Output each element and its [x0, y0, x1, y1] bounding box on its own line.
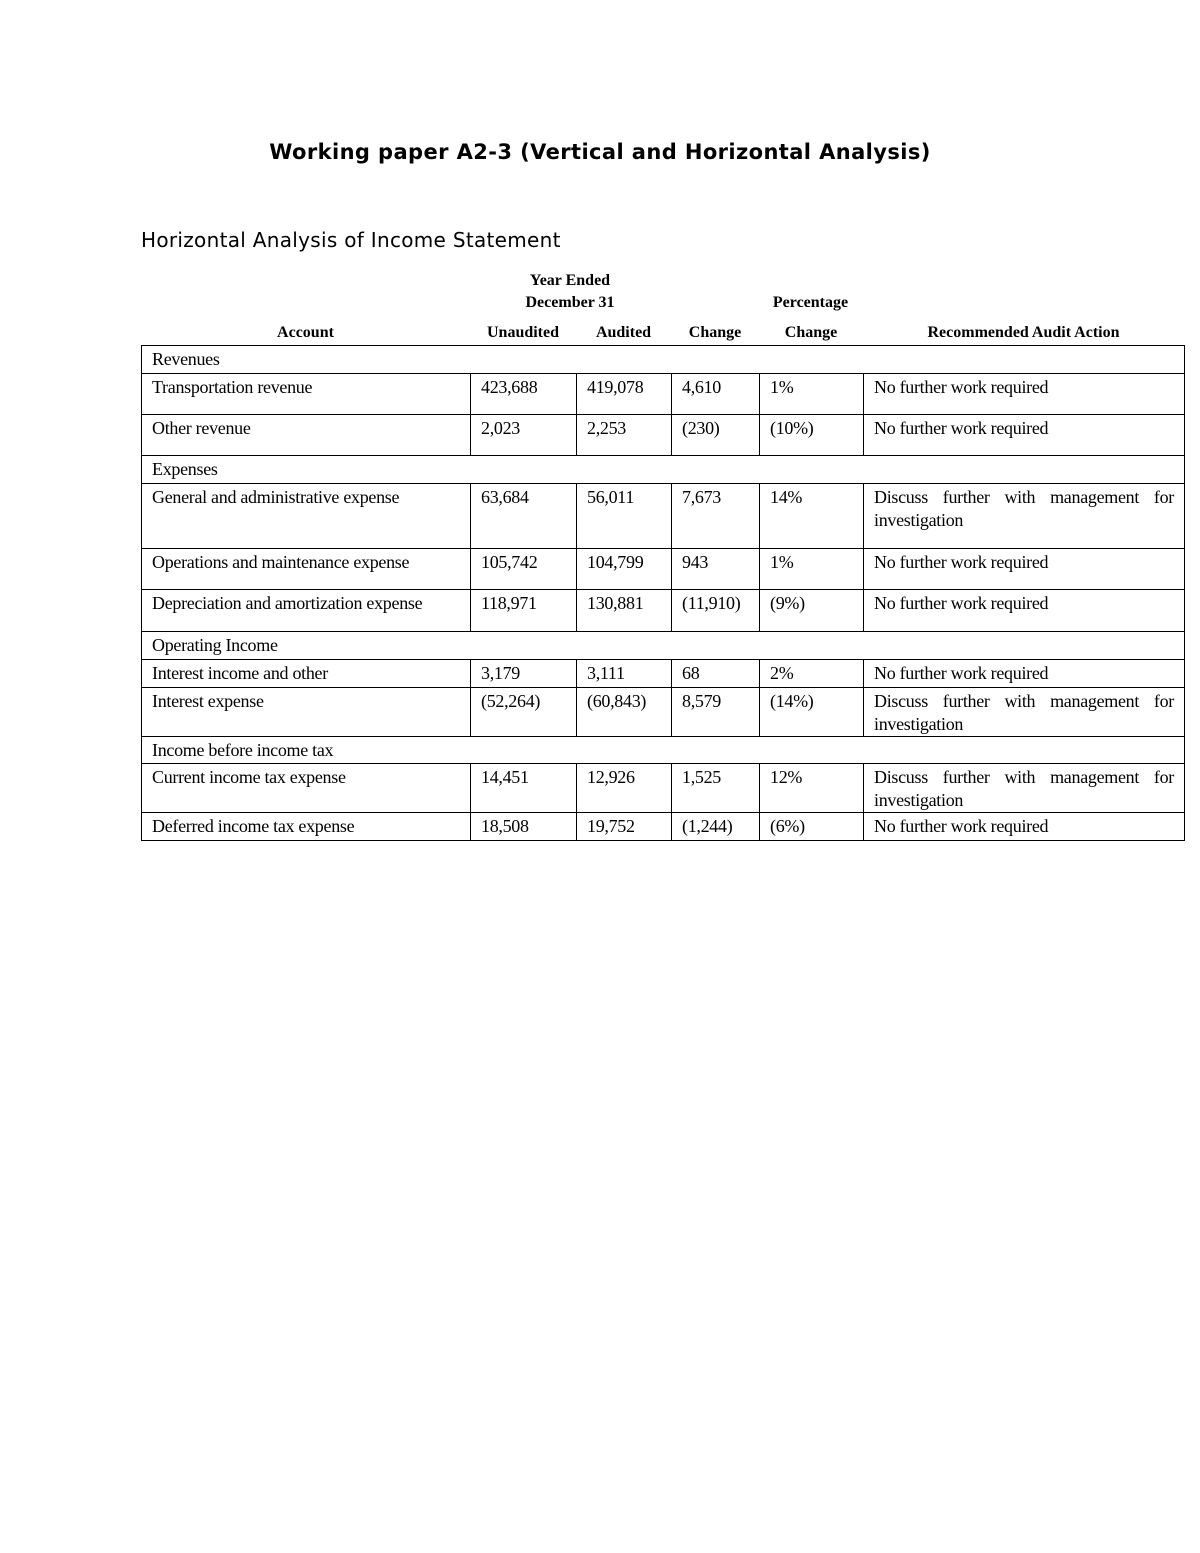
change-cell: 4,610: [672, 374, 760, 415]
section-label: Revenues: [142, 346, 1185, 374]
account-cell: Current income tax expense: [142, 764, 471, 813]
account-cell: Other revenue: [142, 415, 471, 456]
change-cell: (11,910): [672, 590, 760, 632]
table-row: [142, 590, 1185, 632]
december-31-label: December 31: [525, 294, 615, 311]
change-cell: 943: [672, 549, 760, 590]
percent-change-cell: 2%: [760, 660, 864, 688]
percent-change-cell: (14%): [760, 688, 864, 737]
table-row: [142, 688, 1185, 737]
table-row: [142, 660, 1185, 688]
account-cell: Operations and maintenance expense: [142, 549, 471, 590]
unaudited-cell: 18,508: [471, 813, 577, 841]
unaudited-cell: (52,264): [471, 688, 577, 737]
audit-action-cell: No further work required: [864, 590, 1185, 632]
change-cell: (1,244): [672, 813, 760, 841]
section-row: [142, 632, 1185, 660]
audited-cell: 12,926: [577, 764, 672, 813]
change-cell: 8,579: [672, 688, 760, 737]
percent-change-cell: (10%): [760, 415, 864, 456]
audit-action-cell: No further work required: [864, 415, 1185, 456]
document-subtitle: Horizontal Analysis of Income Statement: [141, 228, 561, 252]
audit-action-cell: No further work required: [864, 813, 1185, 841]
percent-change-cell: 1%: [760, 549, 864, 590]
percent-change-cell: (6%): [760, 813, 864, 841]
section-label: Expenses: [142, 456, 1185, 484]
audited-cell: 104,799: [577, 549, 672, 590]
audit-action-cell: Discuss further with management for investigation: [864, 688, 1185, 737]
year-ended-label: Year Ended: [529, 272, 611, 289]
section-label: Income before income tax: [142, 737, 1185, 764]
audit-action-cell: No further work required: [864, 549, 1185, 590]
table-row: [142, 484, 1185, 549]
percent-change-cell: 12%: [760, 764, 864, 813]
unaudited-cell: 3,179: [471, 660, 577, 688]
change-cell: (230): [672, 415, 760, 456]
change-cell: 7,673: [672, 484, 760, 549]
audited-cell: 3,111: [577, 660, 672, 688]
recommended-action-column-header: Recommended Audit Action: [927, 324, 1120, 341]
change-cell: 1,525: [672, 764, 760, 813]
percent-change-cell: (9%): [760, 590, 864, 632]
audited-cell: (60,843): [577, 688, 672, 737]
audited-cell: 2,253: [577, 415, 672, 456]
percentage-change-column-header: Change: [784, 324, 838, 341]
unaudited-cell: 63,684: [471, 484, 577, 549]
change-column-header: Change: [688, 324, 742, 341]
audit-action-cell: No further work required: [864, 374, 1185, 415]
audited-cell: 56,011: [577, 484, 672, 549]
section-row: [142, 346, 1185, 374]
audited-cell: 19,752: [577, 813, 672, 841]
audited-cell: 130,881: [577, 590, 672, 632]
table-row: [142, 374, 1185, 415]
account-cell: Depreciation and amortization expense: [142, 590, 471, 632]
account-cell: Interest expense: [142, 688, 471, 737]
unaudited-cell: 423,688: [471, 374, 577, 415]
horizontal-analysis-table: [141, 345, 1185, 841]
account-column-header: Account: [277, 324, 334, 341]
document-title: Working paper A2-3 (Vertical and Horizontal Analysis): [269, 140, 931, 164]
unaudited-cell: 105,742: [471, 549, 577, 590]
audit-action-cell: Discuss further with management for investigation: [864, 764, 1185, 813]
table-row: [142, 415, 1185, 456]
section-row: [142, 737, 1185, 764]
account-cell: General and administrative expense: [142, 484, 471, 549]
table-row: [142, 764, 1185, 813]
account-cell: Interest income and other: [142, 660, 471, 688]
section-row: [142, 456, 1185, 484]
section-label: Operating Income: [142, 632, 1185, 660]
account-cell: Transportation revenue: [142, 374, 471, 415]
audit-action-cell: No further work required: [864, 660, 1185, 688]
account-cell: Deferred income tax expense: [142, 813, 471, 841]
unaudited-cell: 118,971: [471, 590, 577, 632]
audited-cell: 419,078: [577, 374, 672, 415]
percent-change-cell: 1%: [760, 374, 864, 415]
change-cell: 68: [672, 660, 760, 688]
table-body: [142, 346, 1185, 841]
audit-action-cell: Discuss further with management for investigation: [864, 484, 1185, 549]
year-ended-group-header: [470, 270, 670, 314]
table-row: [142, 813, 1185, 841]
unaudited-cell: 2,023: [471, 415, 577, 456]
percentage-group-header: Percentage: [772, 294, 849, 311]
percent-change-cell: 14%: [760, 484, 864, 549]
table-row: [142, 549, 1185, 590]
unaudited-cell: 14,451: [471, 764, 577, 813]
audited-column-header: Audited: [595, 324, 652, 341]
unaudited-column-header: Unaudited: [486, 324, 560, 341]
